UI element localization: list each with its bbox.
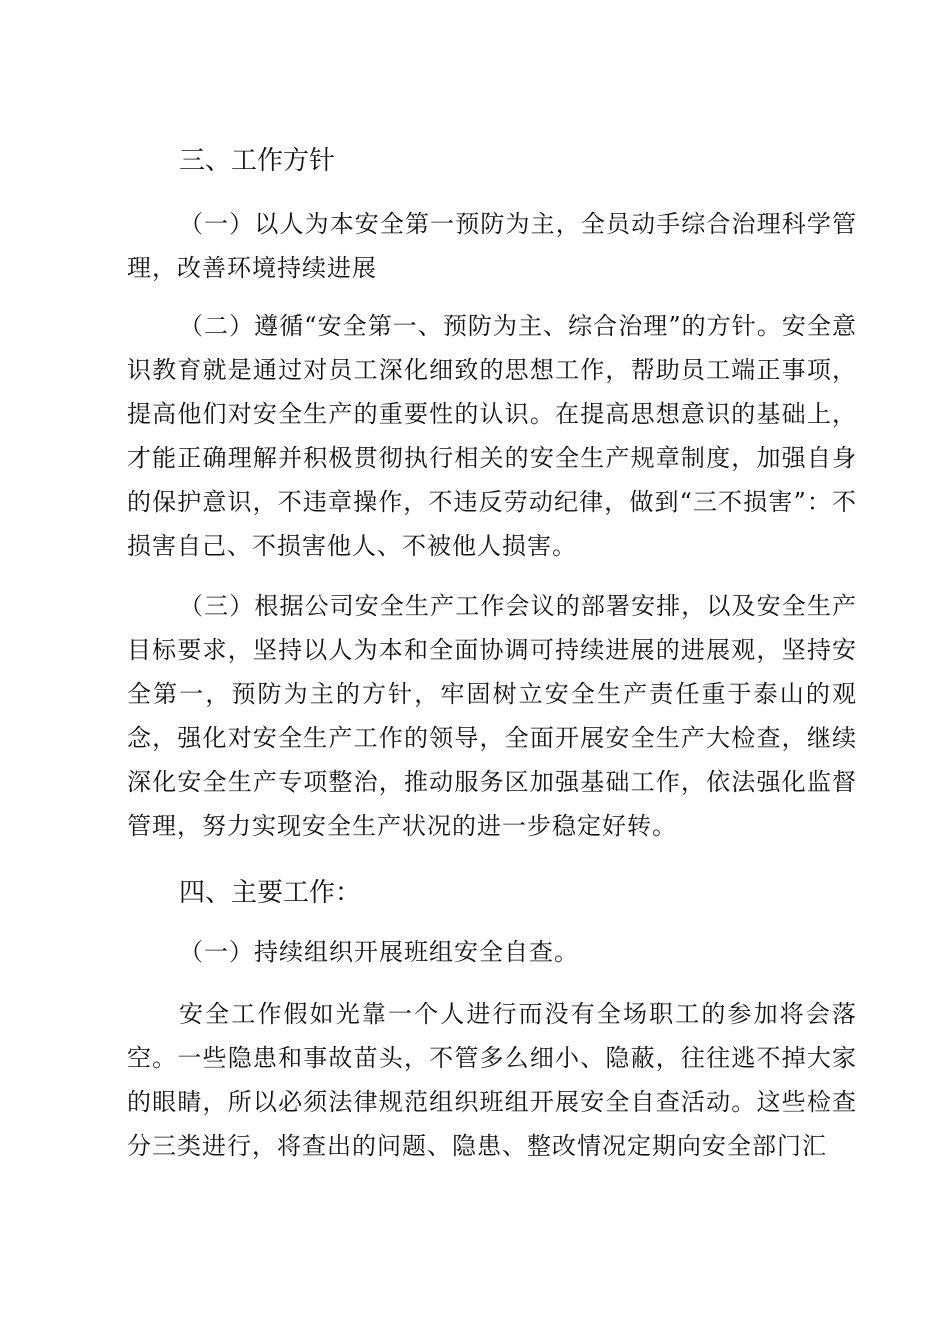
section-4-heading: 四、主要工作： [179,878,362,908]
section-3-heading: 三、工作方针 [179,146,336,176]
section-3-item-2: （二）遵循“安全第一、预防为主、综合治理”的方针。安全意识教育就是通过对员工深化细致的思想工作，帮助员工端正事项，提高他们对安全生产的重要性的认识。在提高思想意识的基础上，才能正确理解并积极贯彻执行相关的安全生产规章制度，加强自身的保护意识，不违章操作，不违反劳动纪律，做到“三不损害”：不损害自己、不损害他人、不被他人损害。 [127,312,857,560]
section-4-subheading: （一）持续组织开展班组安全自查。 [179,938,579,966]
section-3-item-1: （一）以人为本安全第一预防为主，全员动手综合治理科学管理，改善环境持续进展 [127,210,857,282]
section-4-paragraph: 安全工作假如光靠一个人进行而没有全场职工的参加将会落空。一些隐患和事故苗头，不管多么细小、隐蔽，往往逃不掉大家的眼睛，所以必须法律规范组织班组开展安全自查活动。这些检查分三类进行，将查出的问题、隐患、整改情况定期向安全部门汇 [127,1000,857,1160]
section-3-item-3: （三）根据公司安全生产工作会议的部署安排，以及安全生产目标要求，坚持以人为本和全面协调可持续进展的进展观，坚持安全第一，预防为主的方针，牢固树立安全生产责任重于泰山的观念，强化对安全生产工作的领导，全面开展安全生产大检查，继续深化安全生产专项整治，推动服务区加强基础工作，依法强化监督管理，努力实现安全生产状况的进一步稳定好转。 [127,592,857,840]
document-body [127,138,857,1168]
